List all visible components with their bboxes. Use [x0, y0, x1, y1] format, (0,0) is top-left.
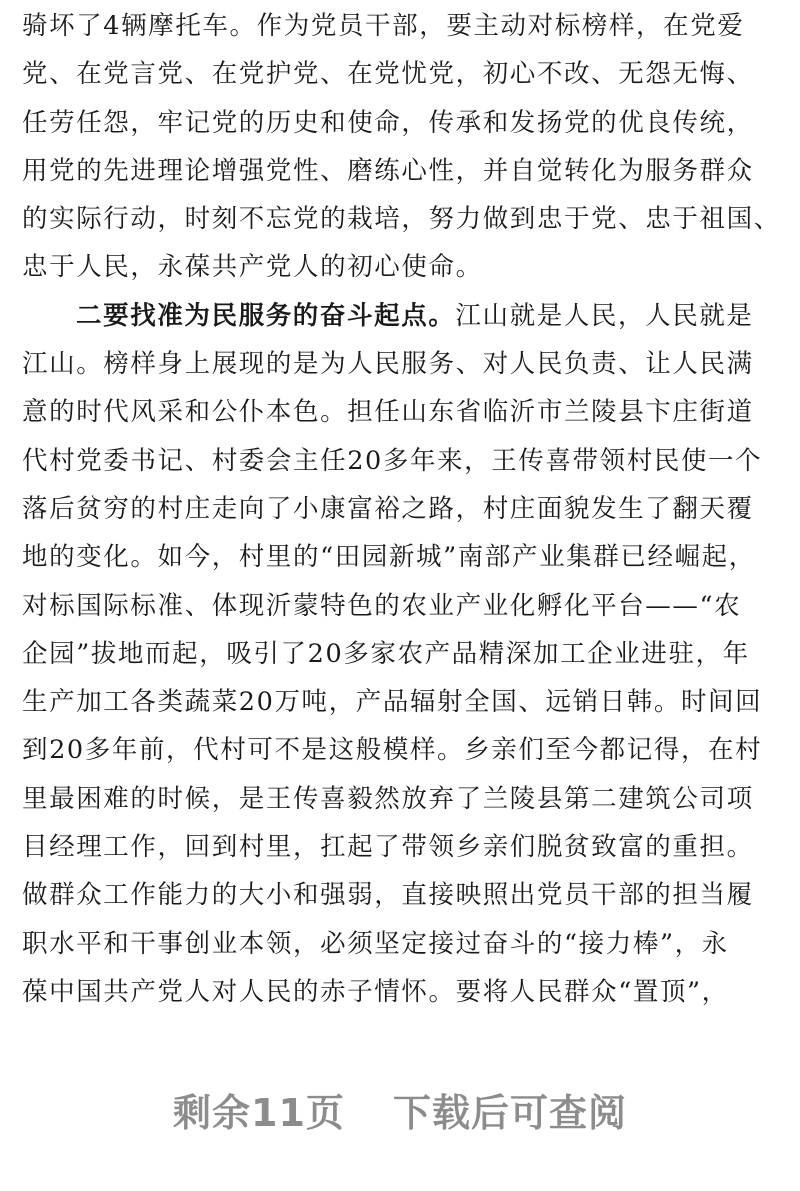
paragraph-1-line: 用党的先进理论增强党性、磨练心性，并自觉转化为服务群众 — [22, 155, 754, 186]
paragraph-2-line: 职水平和干事创业本领，必须坚定接过奋斗的“接力棒”，永 — [22, 928, 729, 959]
paragraph-2-line: 江山。榜样身上展现的是为人民服务、对人民负责、让人民满 — [22, 349, 754, 380]
paragraph-1-line: 忠于人民，永葆共产党人的初心使命。 — [22, 252, 483, 283]
paragraph-2-line: 做群众工作能力的大小和强弱，直接映照出党员干部的担当履 — [22, 880, 754, 911]
document-body — [22, 2, 782, 1016]
paragraph-2-line: 落后贫穷的村庄走向了小康富裕之路，村庄面貌发生了翻天覆 — [22, 493, 754, 524]
paragraph-2-line: 葆中国共产党人对人民的赤子情怀。要将人民群众“置顶”， — [22, 976, 729, 1007]
remaining-pages-label: 剩余11页 — [173, 1091, 345, 1135]
paragraph-2-line: 里最困难的时候，是王传喜毅然放弃了兰陵县第二建筑公司项 — [22, 783, 754, 814]
paragraph-1-line: 骑坏了4辆摩托车。作为党员干部，要主动对标榜样，在党爱 — [22, 11, 745, 41]
paragraph-2-line: 目经理工作，回到村里，扛起了带领乡亲们脱贫致富的重担。 — [22, 832, 754, 863]
paragraph-2-first-line — [22, 292, 782, 340]
paragraph-2-line: 地的变化。如今，村里的“田园新城”南部产业集群已经崛起， — [22, 542, 756, 573]
paragraph-2-line: 生产加工各类蔬菜20万吨，产品辐射全国、远销日韩。时间回 — [22, 687, 763, 718]
download-prompt[interactable] — [0, 1082, 800, 1137]
paragraph-1-line: 任劳任怨，牢记党的历史和使命，传承和发扬党的优良传统， — [22, 107, 754, 138]
paragraph-2-heading: 二要找准为民服务的奋斗起点。 — [76, 300, 456, 331]
paragraph-2-line: 到20多年前，代村可不是这般模样。乡亲们至今都记得，在村 — [22, 735, 763, 766]
paragraph-2-line: 代村党委书记、村委会主任20多年来，王传喜带领村民使一个 — [22, 445, 763, 476]
paragraph-1-line: 的实际行动，时刻不忘党的栽培，努力做到忠于党、忠于祖国、 — [22, 204, 781, 235]
paragraph-2-line: 企园”拔地而起，吸引了20多家农产品精深加工企业进驻，年 — [22, 638, 750, 669]
download-to-view-label: 下载后可查阅 — [392, 1091, 627, 1135]
paragraph-1-line: 党、在党言党、在党护党、在党忧党，初心不改、无怨无悔、 — [22, 59, 754, 90]
paragraph-2-line: 对标国际标准、体现沂蒙特色的农业产业化孵化平台——“农 — [22, 590, 742, 621]
paragraph-2-first-line-text: 江山就是人民，人民就是 — [455, 300, 754, 331]
paragraph-2-line: 意的时代风采和公仆本色。担任山东省临沂市兰陵县卞庄街道 — [22, 397, 754, 428]
